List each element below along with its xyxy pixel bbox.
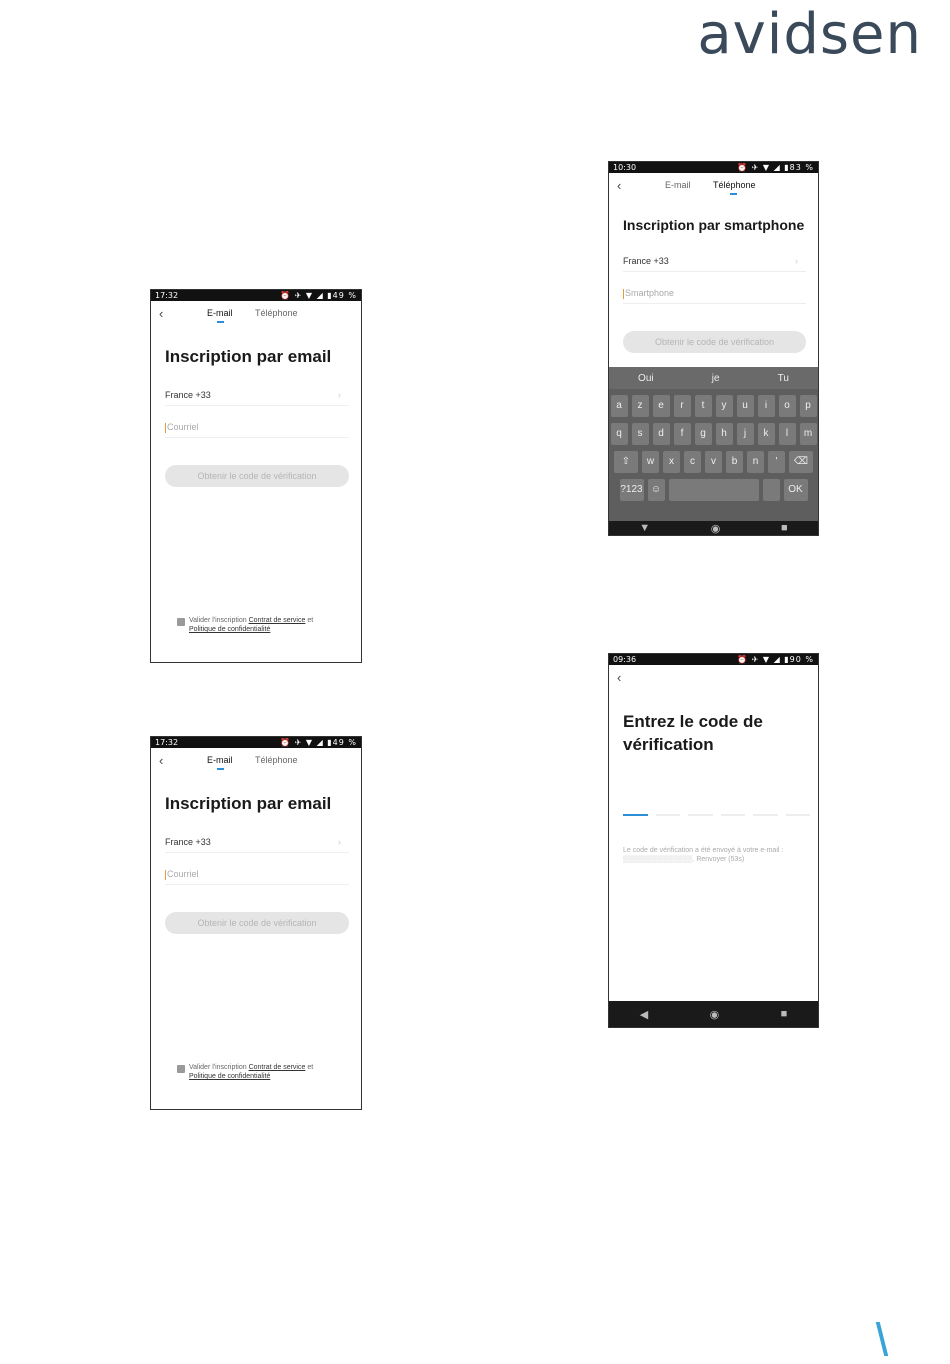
keyboard-key[interactable] <box>763 479 780 501</box>
page-title: Inscription par email <box>165 794 332 813</box>
code-slot[interactable] <box>786 814 811 816</box>
code-slot[interactable] <box>623 814 648 816</box>
keyboard-key[interactable]: v <box>705 451 722 473</box>
tab-email[interactable]: E-mail <box>207 308 233 318</box>
terms-link[interactable]: Contrat de service <box>248 617 306 624</box>
phone-screenshot-email-1 <box>150 289 362 663</box>
back-nav-icon[interactable]: ◀ <box>639 1008 649 1021</box>
keyboard-key[interactable]: OK <box>784 479 808 501</box>
consent-checkbox[interactable] <box>177 618 185 626</box>
keyboard-key[interactable]: j <box>737 423 754 445</box>
top-nav <box>151 748 361 772</box>
keyboard-key[interactable]: c <box>684 451 701 473</box>
suggestion-bar <box>609 367 818 389</box>
phone-field[interactable]: Smartphone <box>623 283 806 304</box>
country-selector[interactable]: France +33 › <box>165 832 349 853</box>
keyboard-key[interactable]: s <box>632 423 649 445</box>
android-nav-bar <box>609 1001 818 1027</box>
keyboard-key[interactable]: y <box>716 395 733 417</box>
tab-telephone[interactable]: Téléphone <box>255 755 298 765</box>
resend-link[interactable]: Renvoyer (53s) <box>696 856 745 863</box>
chevron-right-icon: › <box>795 256 798 266</box>
keyboard-key[interactable]: x <box>663 451 680 473</box>
suggestion[interactable]: Oui <box>638 372 654 384</box>
keyboard-key[interactable]: t <box>695 395 712 417</box>
status-time: 09:36 <box>613 655 637 664</box>
keyboard-key[interactable]: o <box>779 395 796 417</box>
avidsen-logo: avidsen <box>697 2 922 67</box>
status-icons: ⏰ ✈ ▼ ◢ ▮90 % <box>737 655 814 664</box>
keyboard-key[interactable]: ⌫ <box>789 451 813 473</box>
status-bar <box>151 737 361 748</box>
consent-checkbox[interactable] <box>177 1065 185 1073</box>
suggestion[interactable]: Tu <box>777 372 789 384</box>
back-arrow-icon[interactable]: ‹ <box>159 306 164 321</box>
email-field[interactable]: Courriel <box>165 417 349 438</box>
keyboard-key[interactable]: z <box>632 395 649 417</box>
home-nav-icon[interactable]: ◉ <box>709 1008 720 1021</box>
status-icons: ⏰ ✈ ▼ ◢ ▮49 % <box>280 291 357 300</box>
keyboard-key[interactable]: b <box>726 451 743 473</box>
keyboard-key[interactable]: e <box>653 395 670 417</box>
consent-block: Valider l'inscription Contrat de service et Politique de confidentialité <box>177 1063 341 1081</box>
page-title: Inscription par email <box>165 347 332 366</box>
keyboard-key[interactable]: u <box>737 395 754 417</box>
recents-nav-icon[interactable]: ■ <box>781 522 788 534</box>
keyboard-key[interactable]: d <box>653 423 670 445</box>
get-code-button[interactable]: Obtenir le code de vérification <box>165 465 349 487</box>
page-title: Inscription par smartphone <box>623 217 805 233</box>
keyboard-key[interactable]: i <box>758 395 775 417</box>
phone-screenshot-email-2 <box>150 736 362 1110</box>
keyboard-key[interactable]: ⇧ <box>614 451 638 473</box>
country-selector[interactable]: France +33 › <box>165 385 349 406</box>
keyboard-key[interactable]: r <box>674 395 691 417</box>
country-selector[interactable]: France +33 › <box>623 251 806 272</box>
code-slot[interactable] <box>656 814 681 816</box>
home-nav-icon[interactable]: ◉ <box>710 522 721 535</box>
tab-telephone[interactable]: Téléphone <box>713 180 756 190</box>
status-icons: ⏰ ✈ ▼ ◢ ▮49 % <box>280 738 357 747</box>
top-nav <box>609 665 818 689</box>
back-arrow-icon[interactable]: ‹ <box>617 178 622 193</box>
keyboard-key[interactable]: ' <box>768 451 785 473</box>
phone-screenshot-verification <box>608 653 819 1028</box>
code-slot[interactable] <box>688 814 713 816</box>
code-slot[interactable] <box>753 814 778 816</box>
chevron-right-icon: › <box>338 837 341 847</box>
tab-email[interactable]: E-mail <box>207 755 233 765</box>
top-nav <box>609 173 818 197</box>
get-code-button[interactable]: Obtenir le code de vérification <box>623 331 806 353</box>
code-input[interactable] <box>623 814 810 816</box>
phone-screenshot-smartphone <box>608 161 819 536</box>
status-icons: ⏰ ✈ ▼ ◢ ▮83 % <box>737 163 814 172</box>
email-field[interactable]: Courriel <box>165 864 349 885</box>
keyboard-key[interactable]: l <box>779 423 796 445</box>
status-bar <box>151 290 361 301</box>
privacy-link[interactable]: Politique de confidentialité <box>189 1073 271 1080</box>
keyboard-key[interactable]: g <box>695 423 712 445</box>
page-corner-mark <box>876 1322 888 1356</box>
terms-link[interactable]: Contrat de service <box>248 1064 306 1071</box>
consent-block: Valider l'inscription Contrat de service et Politique de confidentialité <box>177 616 341 634</box>
page-title: Entrez le code de vérification <box>623 712 763 754</box>
keyboard-key[interactable]: p <box>800 395 817 417</box>
suggestion[interactable]: je <box>711 372 720 384</box>
status-time: 17:32 <box>155 291 179 300</box>
verification-note: Le code de vérification a été envoyé à votre e-mail : ▒▒▒▒▒▒▒▒▒▒▒▒▒▒, Renvoyer (53s) <box>623 847 784 863</box>
keyboard-key[interactable]: m <box>800 423 817 445</box>
recents-nav-icon[interactable]: ■ <box>780 1008 788 1020</box>
keyboard-key[interactable] <box>669 479 759 501</box>
keyboard-key[interactable]: h <box>716 423 733 445</box>
tab-email[interactable]: E-mail <box>665 180 691 190</box>
android-nav-bar <box>609 521 818 535</box>
keyboard-key[interactable]: ?123 <box>620 479 644 501</box>
back-nav-icon[interactable]: ▼ <box>639 522 651 534</box>
code-slot[interactable] <box>721 814 746 816</box>
keyboard-key[interactable]: n <box>747 451 764 473</box>
keyboard-key[interactable]: f <box>674 423 691 445</box>
status-bar <box>609 162 818 173</box>
keyboard-key[interactable]: ☺ <box>648 479 665 501</box>
keyboard-key[interactable]: a <box>611 395 628 417</box>
on-screen-keyboard <box>609 367 818 535</box>
keyboard-key[interactable]: k <box>758 423 775 445</box>
back-arrow-icon[interactable]: ‹ <box>617 670 622 685</box>
back-arrow-icon[interactable]: ‹ <box>159 753 164 768</box>
status-time: 10:30 <box>613 163 637 172</box>
privacy-link[interactable]: Politique de confidentialité <box>189 626 271 633</box>
top-nav <box>151 301 361 325</box>
blurred-email: ▒▒▒▒▒▒▒▒▒▒▒▒▒▒, <box>623 856 695 863</box>
keyboard-key[interactable]: q <box>611 423 628 445</box>
keyboard-key[interactable]: w <box>642 451 659 473</box>
status-time: 17:32 <box>155 738 179 747</box>
chevron-right-icon: › <box>338 390 341 400</box>
get-code-button[interactable]: Obtenir le code de vérification <box>165 912 349 934</box>
status-bar <box>609 654 818 665</box>
tab-telephone[interactable]: Téléphone <box>255 308 298 318</box>
